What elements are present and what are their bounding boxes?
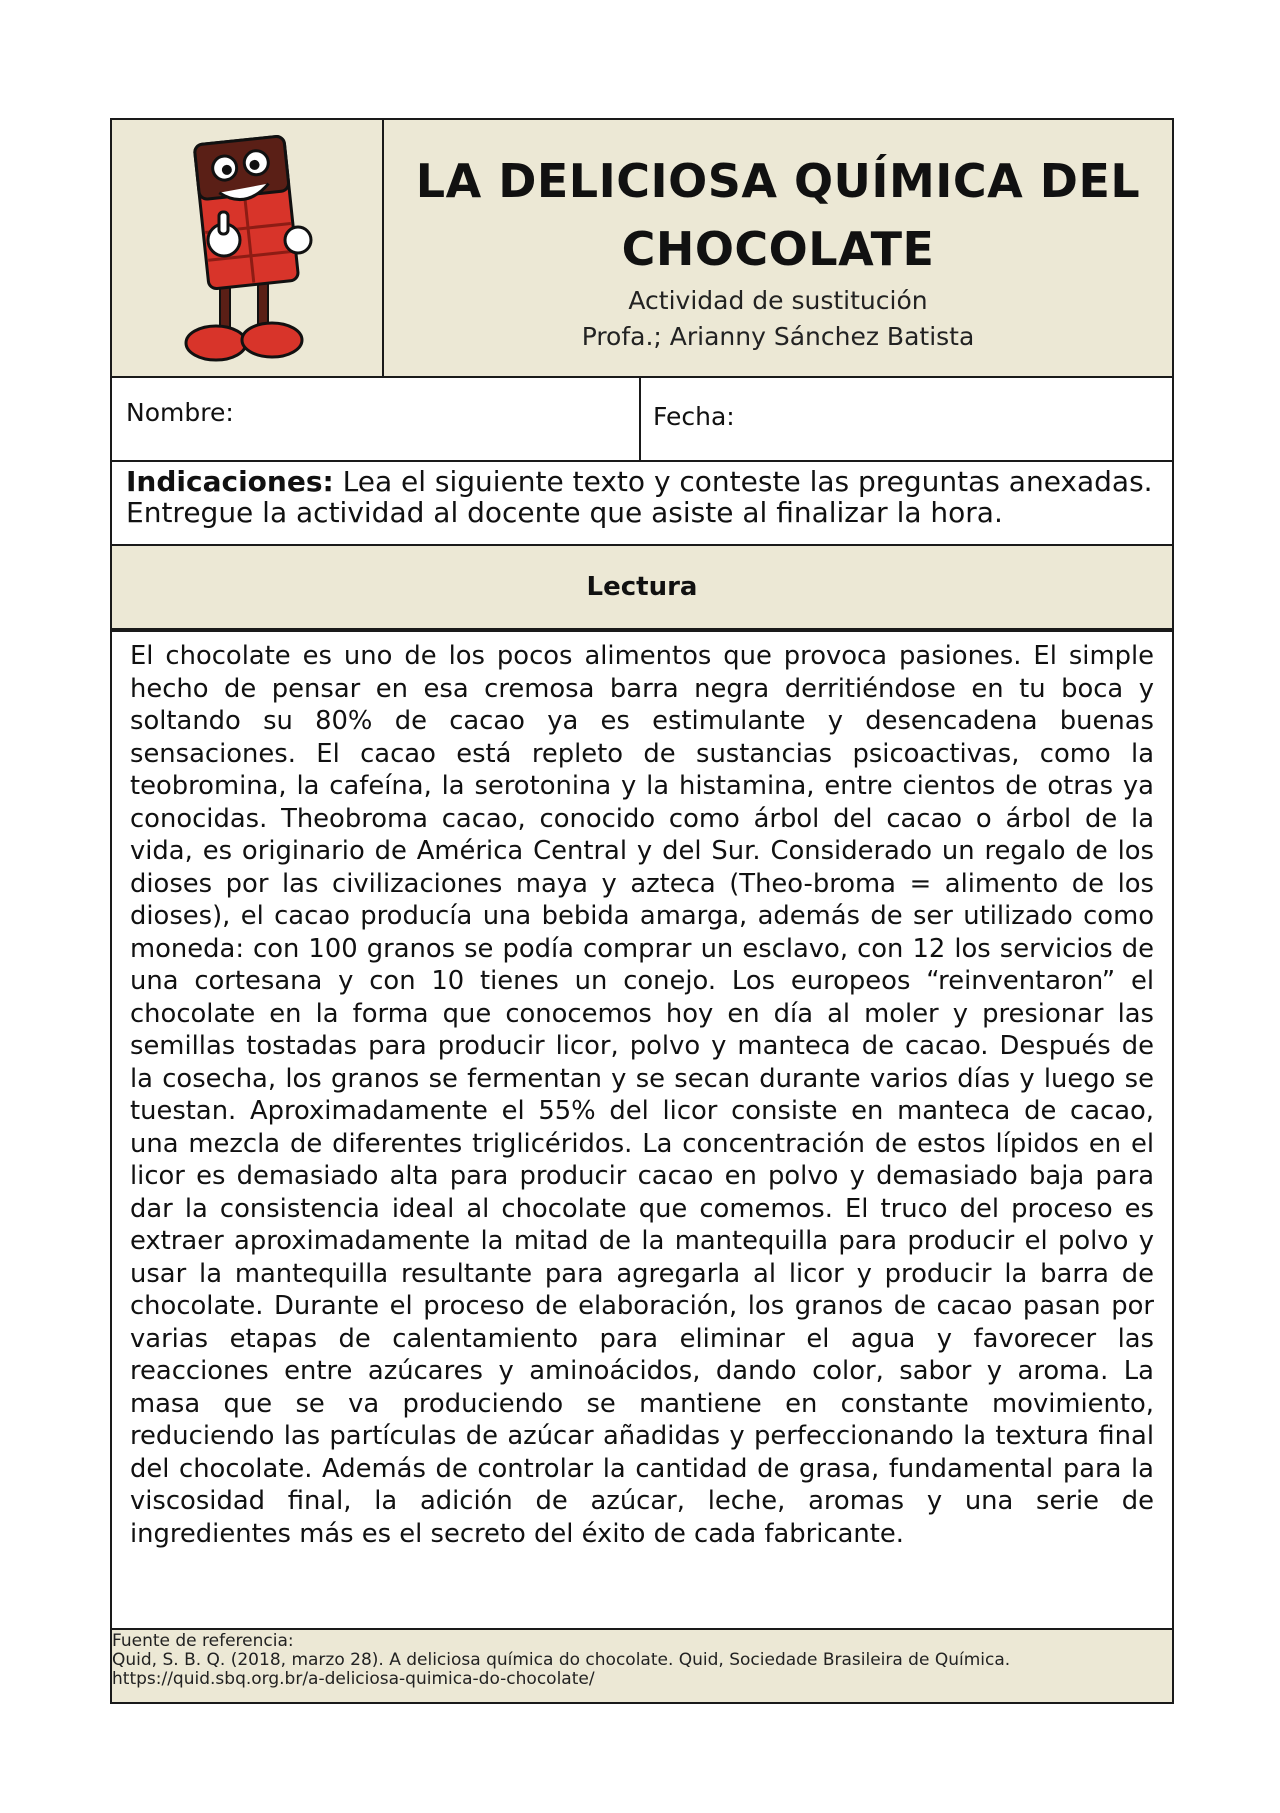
header bbox=[110, 118, 1174, 378]
reference-citation: Quid, S. B. Q. (2018, marzo 28). A deliciosa química do chocolate. Quid, Sociedade Brasileira de Química. bbox=[112, 1650, 1011, 1670]
chocolate-bar-mascot-icon bbox=[172, 128, 322, 368]
reading-heading bbox=[110, 546, 1174, 630]
reading-heading-text: Lectura bbox=[586, 572, 698, 602]
reference-box bbox=[110, 1630, 1174, 1704]
page-title-line2: CHOCOLATE bbox=[621, 222, 935, 276]
date-label: Fecha: bbox=[653, 402, 735, 431]
date-field[interactable] bbox=[641, 378, 1172, 460]
reference-url[interactable]: https://quid.sbq.org.br/a-deliciosa-quimica-do-chocolate/ bbox=[112, 1669, 595, 1689]
instructions-label: Indicaciones: bbox=[126, 465, 334, 498]
reading-body bbox=[110, 630, 1174, 1630]
teacher-name: Profa.; Arianny Sánchez Batista bbox=[581, 322, 975, 351]
worksheet bbox=[110, 118, 1174, 1704]
instructions-text: Lea el siguiente texto y conteste las preguntas anexadas. Entregue la actividad al docente que asiste al finalizar la hora. bbox=[126, 465, 1153, 529]
instructions bbox=[110, 462, 1174, 546]
logo-cell bbox=[112, 120, 384, 376]
page-title: LA DELICIOSA QUÍMICA DEL bbox=[415, 154, 1141, 208]
activity-subtitle: Actividad de sustitución bbox=[628, 286, 928, 315]
title-cell bbox=[384, 120, 1172, 376]
student-info-row bbox=[110, 378, 1174, 462]
reading-paragraph: El chocolate es uno de los pocos alimentos que provoca pasiones. El simple hecho de pensar en esa cremosa barra negra derritiéndose en tu boca y soltando su 80% de cacao ya es estimulante y desencadena buenas sensaciones. El cacao está repleto de sustancias psicoactivas, como la teobromina, la cafeína, la serotonina y la histamina, entre cientos de otras ya conocidas. Theobroma cacao, conocido como árbol del cacao o árbol de la vida, es originario de América Central y del Sur. Considerado un regalo de los dioses por las civilizaciones maya y azteca (Theo-broma = alimento de los dioses), el cacao producía una bebida amarga, además de ser utilizado como moneda: con 100 granos se podía comprar un esclavo, con 12 los servicios de una cortesana y con 10 tienes un conejo. Los europeos “reinventaron” el chocolate en la forma que conocemos hoy en día al moler y presionar las semillas tostadas para producir licor, polvo y manteca de cacao. Después de la cosecha, los granos se fermentan y se secan durante varios días y luego se tuestan. Aproximadamente el 55% del licor consiste en manteca de cacao, una mezcla de diferentes triglicéridos. La concentración de estos lípidos en el licor es demasiado alta para producir cacao en polvo y demasiado baja para dar la consistencia ideal al chocolate que comemos. El truco del proceso es extraer aproximadamente la mitad de la mantequilla para producir el polvo y usar la mantequilla resultante para agregarla al licor y producir la barra de chocolate. Durante el proceso de elaboración, los granos de cacao pasan por varias etapas de calentamiento para eliminar el agua y favorecer las reacciones entre azúcares y aminoácidos, dando color, sabor y aroma. La masa que se va produciendo se mantiene en constante movimiento, reduciendo las partículas de azúcar añadidas y perfeccionando la textura final del chocolate. Además de controlar la cantidad de grasa, fundamental para la viscosidad final, la adición de azúcar, leche, aromas y una serie de ingredientes más es el secreto del éxito de cada fabricante. bbox=[130, 641, 1154, 1549]
name-field[interactable] bbox=[112, 378, 641, 460]
name-label: Nombre: bbox=[126, 398, 234, 427]
reference-label: Fuente de referencia: bbox=[112, 1631, 294, 1651]
